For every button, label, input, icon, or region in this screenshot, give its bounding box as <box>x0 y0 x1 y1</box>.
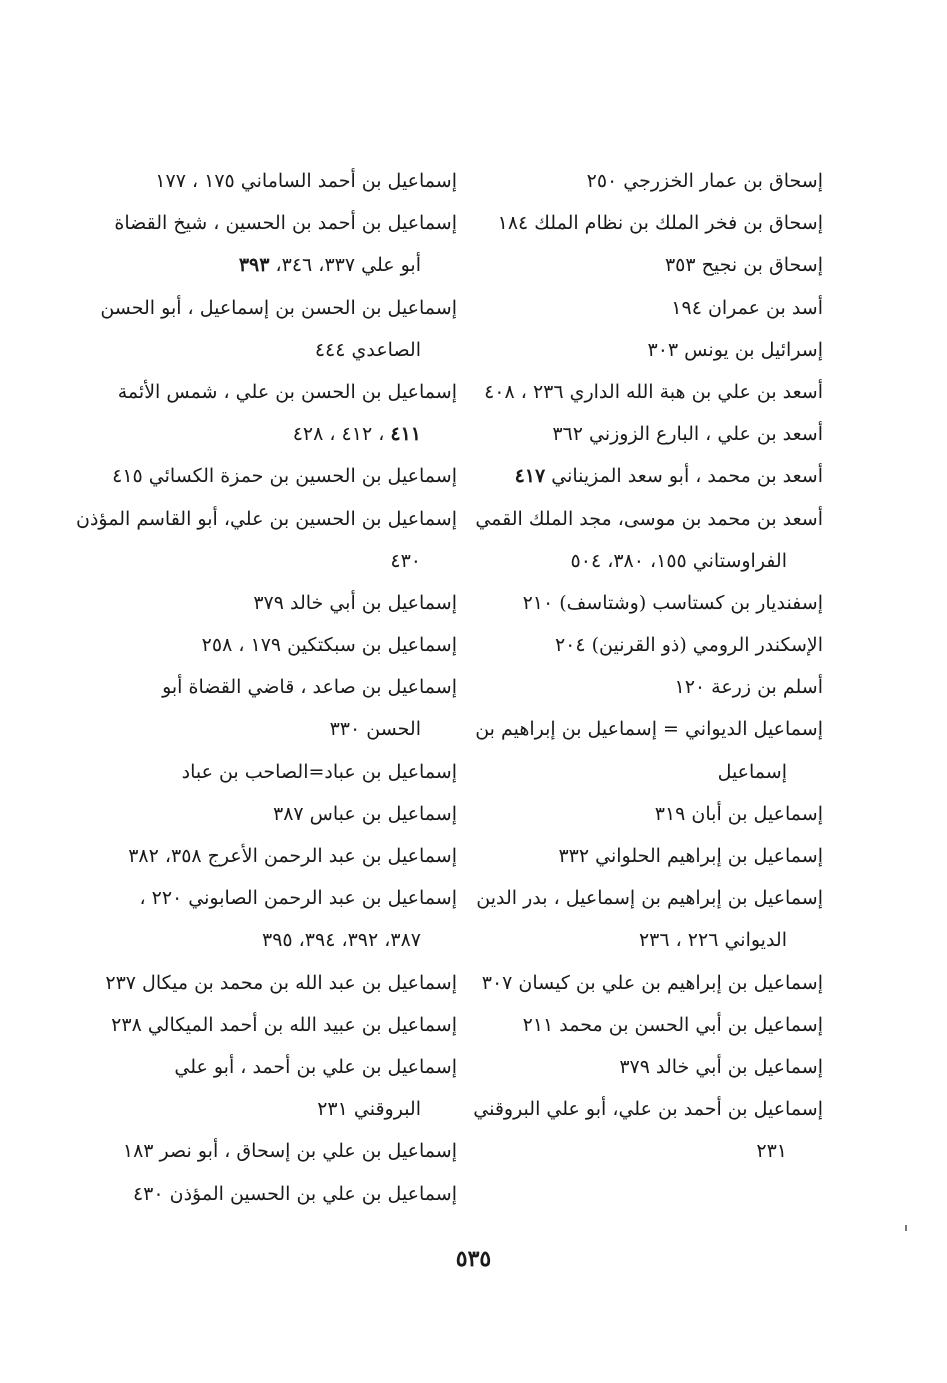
entry-text: إسماعيل بن صاعد ، قاضي القضاة أبو <box>162 676 457 699</box>
entry-text: الصاعدي ٤٤٤ <box>314 338 421 361</box>
entry-text: البروقني ٢٣١ <box>317 1098 421 1121</box>
index-entry-continuation <box>112 413 457 455</box>
index-entry-continuation <box>478 751 823 793</box>
index-entry <box>478 413 823 455</box>
entry-text: إسماعيل بن أبان ٣١٩ <box>654 802 823 825</box>
entry-text: أسلم بن زرعة ١٢٠ <box>674 676 823 699</box>
entry-text: ٢٣١ <box>756 1140 787 1163</box>
scan-speck <box>905 1225 907 1231</box>
entry-text: الديواني ٢٢٦ ، ٢٣٦ <box>638 929 787 952</box>
entry-text: إسماعيل بن عبد الله بن محمد بن ميكال ٢٣٧ <box>105 971 457 994</box>
entry-text: إسماعيل بن عباد=الصاحب بن عباد <box>181 760 457 783</box>
entry-text: إسماعيل بن عباس ٣٨٧ <box>273 802 457 825</box>
index-column-left <box>76 160 457 1215</box>
index-entry <box>478 160 823 202</box>
index-entry <box>112 1046 457 1088</box>
entry-text: إسماعيل بن أحمد بن علي، أبو علي البروقني <box>473 1098 823 1121</box>
entry-text: إسماعيل <box>717 760 787 783</box>
entry-text: إسفنديار بن كستاسب (وشتاسف) ٢١٠ <box>522 591 823 614</box>
index-entry <box>112 666 457 708</box>
index-entry <box>473 1088 823 1130</box>
entry-text: إسماعيل بن عبد الرحمن الصابوني ٢٢٠ ، <box>139 887 457 910</box>
entry-text: إسماعيل بن الحسن بن علي ، شمس الأئمة <box>117 380 457 403</box>
entry-text: إسماعيل الديواني = إسماعيل بن إبراهيم بن <box>475 718 823 741</box>
index-entry <box>475 498 823 540</box>
index-entry-continuation <box>478 1130 823 1172</box>
entry-text: إسماعيل بن عبد الرحمن الأعرج ٣٥٨، ٣٨٢ <box>128 845 457 867</box>
entry-text: إسماعيل بن سبكتكين ١٧٩ ، ٢٥٨ <box>201 634 457 657</box>
index-entry <box>112 582 457 624</box>
entry-text: ٤٣٠ <box>390 549 421 572</box>
entry-text: ، ٤١٢ ، ٤٢٨ <box>292 423 385 446</box>
entry-text: إسحاق بن عمار الخزرجي ٢٥٠ <box>586 170 823 192</box>
index-entry-continuation <box>112 919 457 961</box>
index-entry-continuation <box>478 540 823 582</box>
index-entry <box>112 1173 457 1215</box>
index-entry <box>478 1004 823 1046</box>
entry-text: أبو علي ٣٣٧، ٣٤٦، <box>269 254 421 277</box>
index-entry <box>112 202 457 244</box>
index-entry <box>100 287 457 329</box>
entry-bold-number: ٤١١ <box>390 423 421 446</box>
entry-text: إسماعيل بن الحسين بن علي، أبو القاسم المؤذن <box>76 507 457 530</box>
index-entry <box>112 835 457 877</box>
index-entry <box>478 244 823 286</box>
index-entry <box>478 371 823 413</box>
entry-text: إسحاق بن نجيح ٣٥٣ <box>664 254 823 277</box>
index-entry <box>478 329 823 371</box>
index-entry <box>478 877 823 919</box>
entry-text: إسماعيل بن أحمد بن الحسين ، شيخ القضاة <box>114 212 457 235</box>
entry-text: إسماعيل بن علي بن الحسين المؤذن ٤٣٠ <box>132 1182 457 1205</box>
index-entry-continuation <box>112 708 457 750</box>
entry-text: إسماعيل بن أبي خالد ٣٧٩ <box>619 1055 823 1078</box>
entry-bold-number: ٣٩٣ <box>238 254 270 277</box>
entry-text: أسعد بن علي بن هبة الله الداري ٢٣٦ ، ٤٠٨ <box>484 380 823 403</box>
index-entry-continuation <box>478 919 823 961</box>
entry-text: أسعد بن محمد بن موسى، مجد الملك القمي <box>475 507 823 530</box>
index-entry <box>478 793 823 835</box>
entry-text: الحسن ٣٣٠ <box>329 718 421 741</box>
entry-text: الفراوستاني ١٥٥، ٣٨٠، ٥٠٤ <box>570 549 787 572</box>
index-entry <box>112 371 457 413</box>
index-entry-continuation <box>112 540 457 582</box>
index-entry <box>112 455 457 497</box>
entry-text: إسماعيل بن إبراهيم بن علي بن كيسان ٣٠٧ <box>481 971 823 994</box>
index-entry-continuation <box>112 1088 457 1130</box>
index-entry-continuation <box>112 329 457 371</box>
entry-text: إسماعيل بن إبراهيم بن إسماعيل ، بدر الدين <box>476 887 823 910</box>
page-number: ٥٣٥ <box>455 1246 492 1272</box>
index-entry <box>478 202 823 244</box>
entry-text: إسماعيل بن الحسن بن إسماعيل ، أبو الحسن <box>100 296 457 319</box>
entry-text: إسماعيل بن أبي خالد ٣٧٩ <box>253 591 457 614</box>
entry-text: إسحاق بن فخر الملك بن نظام الملك ١٨٤ <box>497 212 823 235</box>
index-entry <box>112 1130 457 1172</box>
index-entry <box>478 962 823 1004</box>
index-entry <box>112 793 457 835</box>
entry-text: إسماعيل بن علي بن إسحاق ، أبو نصر ١٨٣ <box>122 1140 457 1163</box>
entry-text: إسماعيل بن علي بن أحمد ، أبو علي <box>174 1055 457 1078</box>
index-entry <box>105 962 457 1004</box>
entry-text: إسماعيل بن إبراهيم الحلواني ٣٣٢ <box>558 845 823 867</box>
entry-text: الإسكندر الرومي (ذو القرنين) ٢٠٤ <box>554 634 823 657</box>
index-column-right <box>473 160 823 1173</box>
entry-text: إسماعيل بن عبيد الله بن أحمد الميكالي ٢٣٨ <box>111 1013 457 1036</box>
index-entry-continuation <box>112 244 457 286</box>
index-entry <box>112 624 457 666</box>
index-entry <box>112 1004 457 1046</box>
entry-text: أسعد بن محمد ، أبو سعد المزيناني <box>545 465 823 488</box>
index-entry <box>478 835 823 877</box>
index-entry <box>112 877 457 919</box>
index-entry <box>478 1046 823 1088</box>
index-entry <box>478 287 823 329</box>
entry-text: إسرائيل بن يونس ٣٠٣ <box>647 338 823 361</box>
entry-text: أسد بن عمران ١٩٤ <box>671 296 823 319</box>
entry-text: أسعد بن علي ، البارع الزوزني ٣٦٢ <box>552 423 823 446</box>
index-entry <box>478 455 823 497</box>
entry-text: إسماعيل بن أبي الحسن بن محمد ٢١١ <box>522 1013 823 1036</box>
index-entry <box>112 160 457 202</box>
entry-text: ٣٨٧، ٣٩٢، ٣٩٤، ٣٩٥ <box>261 929 421 952</box>
index-entry <box>112 751 457 793</box>
index-entry <box>478 624 823 666</box>
entry-text: إسماعيل بن الحسين بن حمزة الكسائي ٤١٥ <box>112 465 457 488</box>
index-entry <box>478 582 823 624</box>
index-entry <box>76 498 457 540</box>
index-entry <box>475 708 823 750</box>
index-entry <box>478 666 823 708</box>
entry-bold-number: ٤١٧ <box>514 465 546 488</box>
entry-text: إسماعيل بن أحمد الساماني ١٧٥ ، ١٧٧ <box>155 170 457 192</box>
